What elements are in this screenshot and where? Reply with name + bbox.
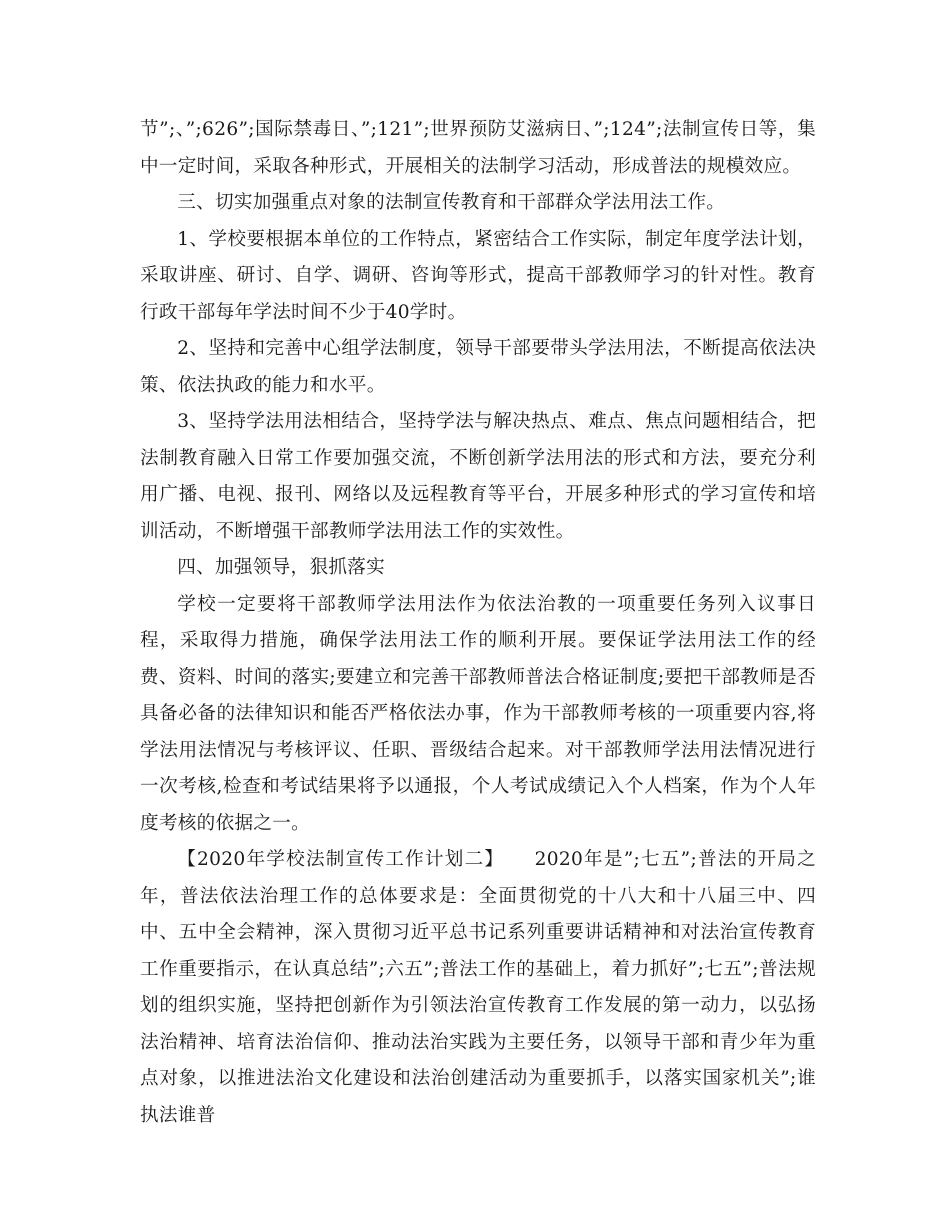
- document-body: [140, 112, 816, 1134]
- paragraph-leadership: 学校一定要将干部教师学法用法作为依法治教的一项重要任务列入议事日程，采取得力措施，确保学法用法工作的顺利开展。要保证学法用法工作的经费、资料、时间的落实;要建立和完善干部教师普法合格证制度;要把干部教师是否具备必备的法律知识和能否严格依法办事，作为干部教师考核的一项重要内容,将学法用法情况与考核评议、任职、晋级结合起来。对干部教师学法用法情况进行一次考核,检查和考试结果将予以通报，个人考试成绩记入个人档案，作为个人年度考核的依据之一。: [140, 593, 816, 834]
- section-heading-3: 三、切实加强重点对象的法制宣传教育和干部群众学法用法工作。: [177, 192, 726, 213]
- paragraph-holidays: 节”;、”;626”;国际禁毒日、”;121”;世界预防艾滋病日、”;124”;法制宣传日等，集中一定时间，采取各种形式，开展相关的法制学习活动，形成普法的规模效应。: [140, 119, 816, 177]
- paragraph-item-2: 2、坚持和完善中心组学法制度，领导干部要带头学法用法，不断提高依法决策、依法执政的能力和水平。: [140, 338, 816, 396]
- paragraph-plan-two: 【2020年学校法制宣传工作计划二】 2020年是”;七五”;普法的开局之年，普法依法治理工作的总体要求是：全面贯彻党的十八大和十八届三中、四中、五中全会精神，深入贯彻习近平总书记系列重要讲话精神和对法治宣传教育工作重要指示，在认真总结”;六五”;普法工作的基础上，着力抓好”;七五”;普法规划的组织实施，坚持把创新作为引领法治宣传教育工作发展的第一动力，以弘扬法治精神、培育法治信仰、推动法治实践为主要任务，以领导干部和青少年为重点对象，以推进法治文化建设和法治创建活动为重要抓手，以落实国家机关”;谁执法谁普: [140, 849, 816, 1126]
- paragraph-item-1: 1、学校要根据本单位的工作特点，紧密结合工作实际，制定年度学法计划，采取讲座、研讨、自学、调研、咨询等形式，提高干部教师学习的针对性。教育行政干部每年学法时间不少于40学时。: [140, 228, 816, 323]
- section-heading-4: 四、加强领导，狠抓落实: [177, 557, 386, 578]
- paragraph-item-3: 3、坚持学法用法相结合，坚持学法与解决热点、难点、焦点问题相结合，把法制教育融入日常工作要加强交流，不断创新学法用法的形式和方法，要充分利用广播、电视、报刊、网络以及远程教育等平台，开展多种形式的学习宣传和培训活动，不断增强干部教师学法用法工作的实效性。: [140, 411, 816, 542]
